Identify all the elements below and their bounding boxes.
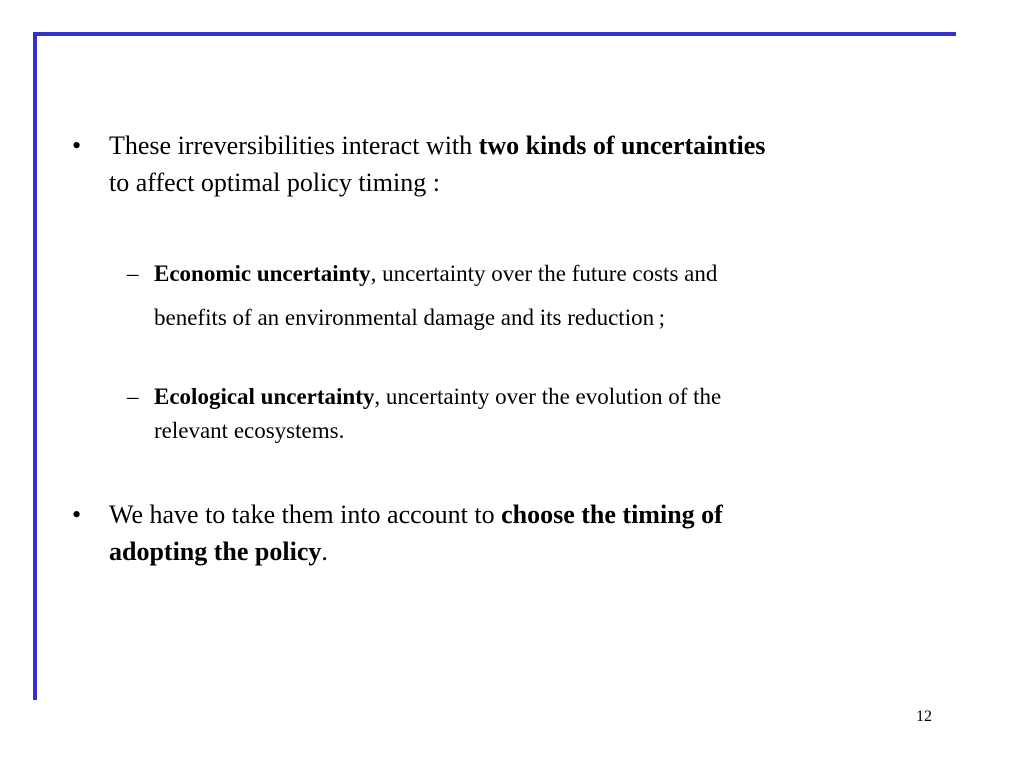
left-border-rule	[33, 32, 37, 700]
bullet-bold-text: choose the timing of	[501, 500, 723, 529]
bullet-line	[109, 127, 765, 164]
sub-bullet-line	[154, 414, 721, 448]
bullet-plain-text: These irreversibilities interact with	[109, 131, 479, 160]
bullet-marker: •	[72, 131, 82, 160]
sub-bullet-bold-text: Ecological uncertainty	[154, 384, 375, 409]
sub-bullet-line	[154, 296, 717, 340]
bullet-plain-text: .	[321, 537, 328, 566]
bullet-bold-text: two kinds of uncertainties	[478, 131, 766, 160]
bullet-marker: •	[72, 500, 82, 529]
sub-bullet-marker: –	[127, 384, 139, 409]
sub-bullet-plain-text: relevant ecosystems.	[154, 418, 345, 443]
sub-bullet-bold-text: Economic uncertainty	[154, 261, 371, 286]
sub-bullet-plain-text: , uncertainty over the future costs and	[370, 261, 718, 286]
page-number: 12	[916, 708, 932, 725]
bullet-text	[109, 496, 723, 570]
bullet-line	[109, 164, 765, 201]
sub-bullet-text	[154, 380, 721, 448]
sub-bullet-plain-text: , uncertainty over the evolution of the	[374, 384, 722, 409]
bullet-plain-text: to affect optimal policy timing :	[109, 168, 440, 197]
top-border-rule	[33, 32, 956, 36]
bullet-text	[109, 127, 765, 201]
sub-bullet-line	[154, 252, 717, 296]
sub-bullet-line	[154, 380, 721, 414]
bullet-line	[109, 533, 723, 570]
bullet-plain-text: We have to take them into account to	[109, 500, 502, 529]
bullet-line	[109, 496, 723, 533]
sub-bullet-text	[154, 252, 717, 340]
bullet-bold-text: adopting the policy	[109, 537, 322, 566]
sub-bullet-marker: –	[127, 261, 139, 286]
sub-bullet-plain-text: benefits of an environmental damage and its reduction ;	[154, 305, 666, 330]
